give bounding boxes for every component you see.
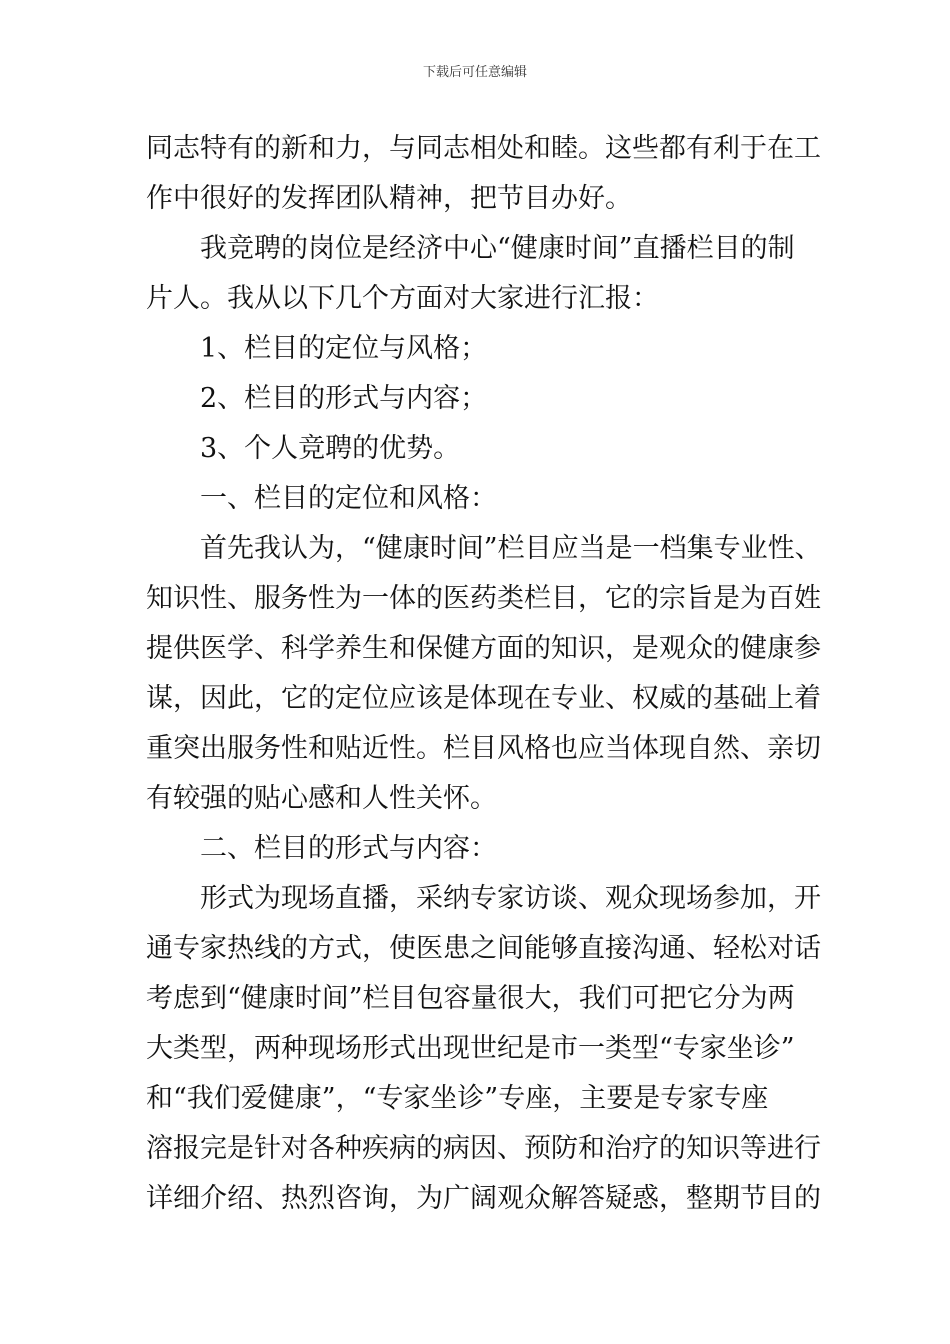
section-heading: 二、栏目的形式与内容： (200, 833, 497, 864)
list-item: 1、栏目的定位与风格； (200, 333, 488, 364)
section-heading: 一、栏目的定位和风格： (200, 483, 497, 514)
text-line: 重突出服务性和贴近性。栏目风格也应当体现自然、亲切 (146, 733, 821, 764)
text-line: 知识性、服务性为一体的医药类栏目，它的宗旨是为百姓 (146, 583, 821, 614)
text-line: 详细介绍、热烈咨询，为广阔观众解答疑惑，整期节目的 (146, 1183, 821, 1214)
text-line: 谋，因此，它的定位应该是体现在专业、权威的基础上着 (146, 683, 821, 714)
text-line: 首先我认为，“健康时间”栏目应当是一档集专业性、 (200, 533, 822, 564)
page-header: 下载后可任意编辑 (422, 65, 527, 80)
text-line: 我竞聘的岗位是经济中心“健康时间”直播栏目的制 (200, 233, 795, 264)
text-line: 溶报完是针对各种疾病的病因、预防和治疗的知识等进行 (146, 1133, 821, 1164)
text-line: 通专家热线的方式，使医患之间能够直接沟通、轻松对话 (146, 933, 821, 964)
text-line: 大类型，两种现场形式出现世纪是市一类型“专家坐诊” (146, 1033, 795, 1064)
text-line: 有较强的贴心感和人性关怀。 (146, 783, 497, 814)
text-line: 提供医学、科学养生和保健方面的知识，是观众的健康参 (146, 633, 821, 664)
text-line: 考虑到“健康时间”栏目包容量很大，我们可把它分为两 (146, 983, 795, 1014)
text-line: 形式为现场直播，采纳专家访谈、观众现场参加，开 (200, 883, 821, 914)
text-line: 和“我们爱健康”，“专家坐诊”专座，主要是专家专座 (146, 1083, 769, 1114)
text-line: 作中很好的发挥团队精神，把节目办好。 (146, 183, 632, 214)
text-line: 片人。我从以下几个方面对大家进行汇报： (146, 283, 659, 314)
text-line: 同志特有的新和力，与同志相处和睦。这些都有利于在工 (146, 133, 821, 164)
list-item: 2、栏目的形式与内容； (200, 383, 488, 414)
list-item: 3、个人竞聘的优势。 (200, 433, 461, 464)
document-body (146, 124, 826, 1224)
